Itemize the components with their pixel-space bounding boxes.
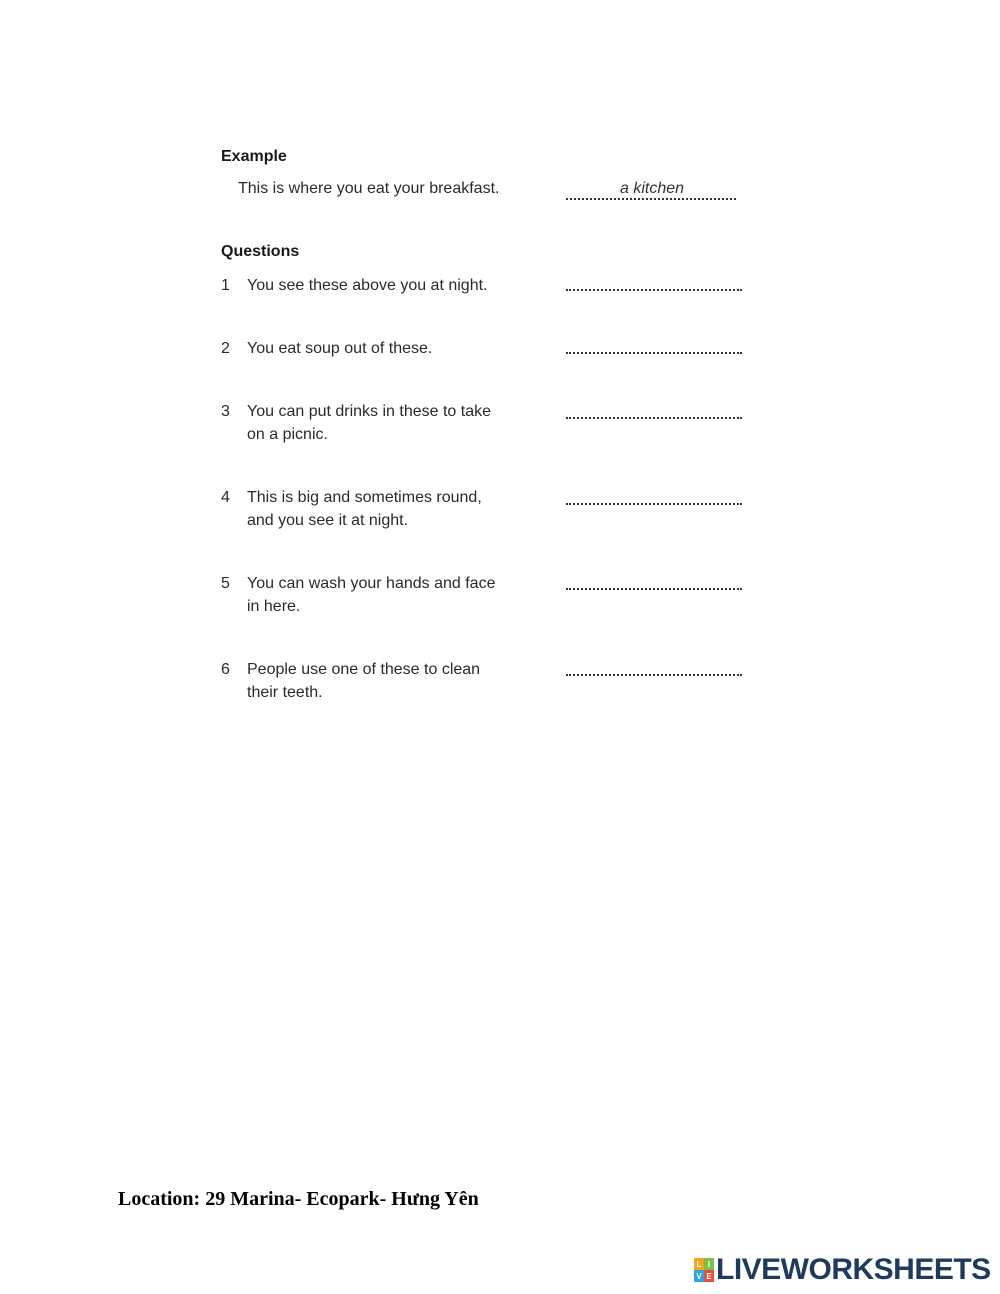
logo-cell: E bbox=[704, 1270, 714, 1282]
location-footer: Location: 29 Marina- Ecopark- Hưng Yên bbox=[118, 1188, 479, 1210]
answer-input-4[interactable] bbox=[566, 503, 742, 505]
question-number: 3 bbox=[221, 403, 230, 420]
answer-input-6[interactable] bbox=[566, 674, 742, 676]
question-text: You see these above you at night. bbox=[247, 277, 488, 294]
example-text: This is where you eat your breakfast. bbox=[238, 180, 500, 197]
answer-input-2[interactable] bbox=[566, 352, 742, 354]
questions-heading: Questions bbox=[221, 243, 300, 260]
question-text: You eat soup out of these. bbox=[247, 340, 433, 357]
brand-name: LIVEWORKSHEETS bbox=[716, 1253, 991, 1286]
question-number: 2 bbox=[221, 340, 230, 357]
answer-input-5[interactable] bbox=[566, 588, 742, 590]
answer-input-1[interactable] bbox=[566, 289, 742, 291]
logo-cell: V bbox=[694, 1270, 704, 1282]
logo-cell: L bbox=[694, 1258, 704, 1270]
question-number: 6 bbox=[221, 661, 230, 678]
logo-cell: I bbox=[704, 1258, 714, 1270]
answer-input-3[interactable] bbox=[566, 417, 742, 419]
example-answer-line bbox=[566, 180, 736, 200]
liveworksheets-logo-icon bbox=[694, 1258, 714, 1282]
question-number: 5 bbox=[221, 575, 230, 592]
question-number: 1 bbox=[221, 277, 230, 294]
question-text: This is big and sometimes round, and you see it at night. bbox=[247, 489, 482, 529]
question-text: You can wash your hands and face in here. bbox=[247, 575, 496, 615]
question-text: People use one of these to clean their teeth. bbox=[247, 661, 481, 701]
question-number: 4 bbox=[221, 489, 230, 506]
liveworksheets-brand bbox=[694, 1253, 991, 1287]
question-text: You can put drinks in these to take on a picnic. bbox=[247, 403, 492, 443]
example-answer: a kitchen bbox=[620, 180, 685, 197]
example-heading: Example bbox=[221, 148, 287, 165]
